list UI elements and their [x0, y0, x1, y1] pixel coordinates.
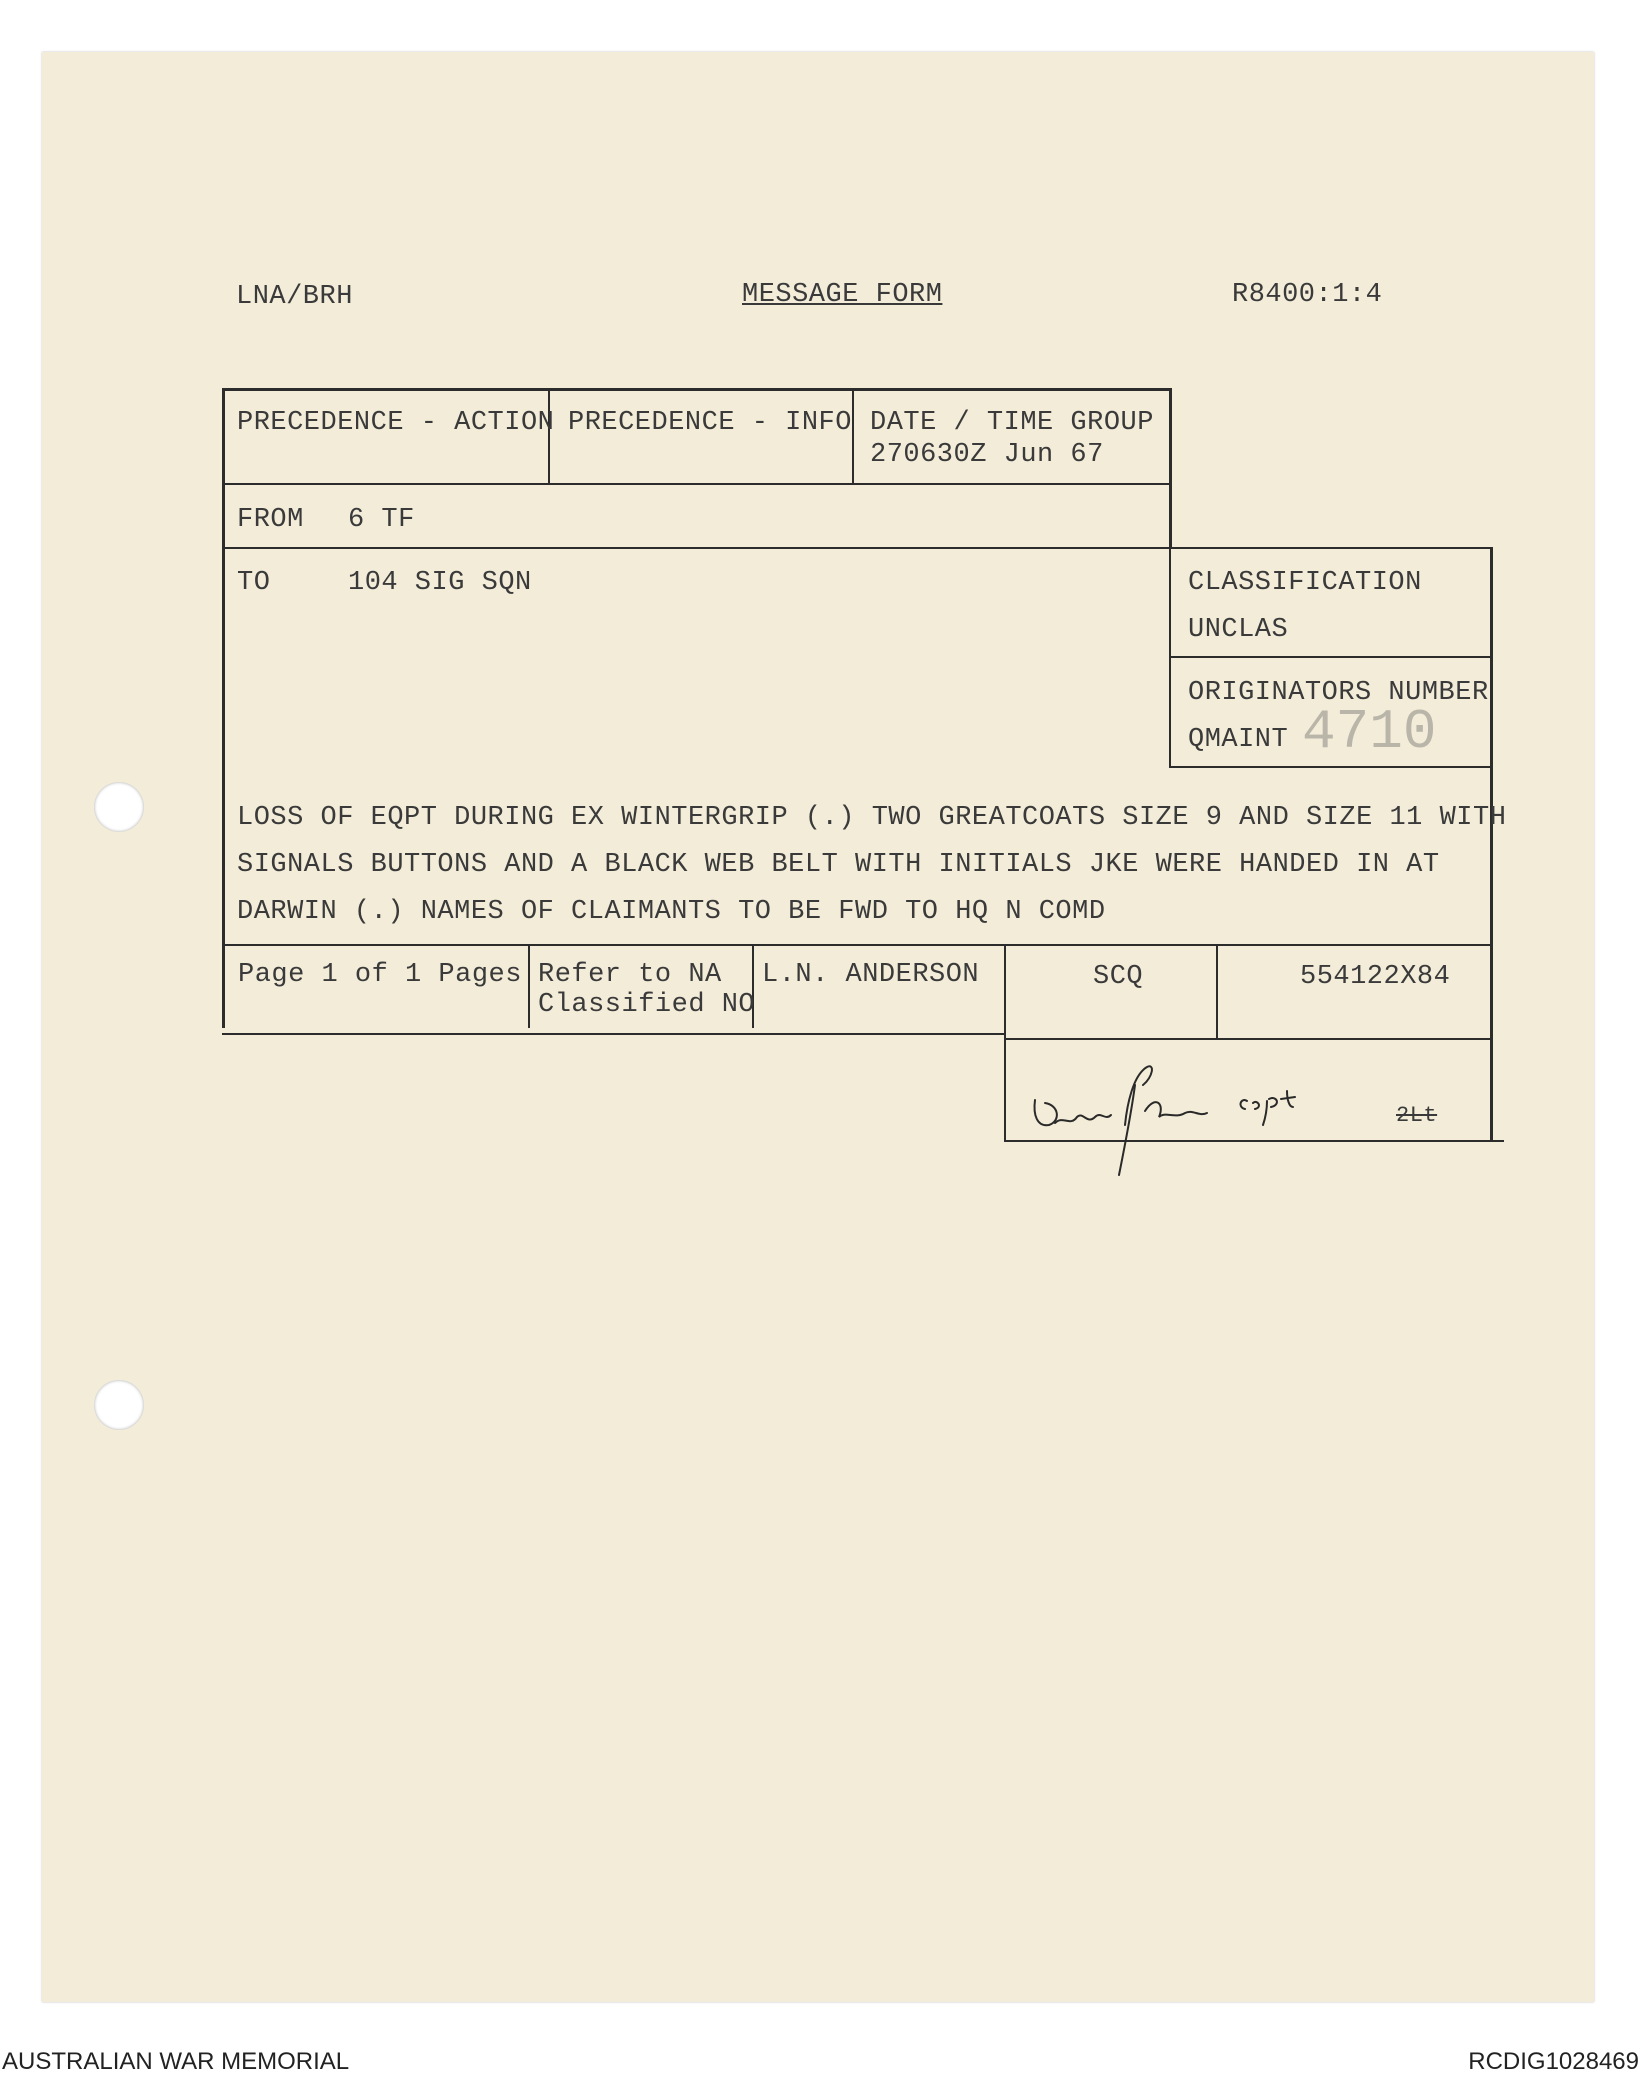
originator-name: L.N. ANDERSON [762, 960, 980, 990]
page-count: Page 1 of 1 Pages [238, 960, 522, 990]
dtg-value: 270630Z Jun 67 [870, 440, 1104, 470]
archive-caption: AUSTRALIAN WAR MEMORIAL [2, 2048, 350, 2075]
dtg-label: DATE / TIME GROUP [870, 408, 1154, 438]
service-number: 554122X84 [1300, 962, 1451, 992]
originators-label: ORIGINATORS NUMBER [1188, 678, 1489, 708]
from-label: FROM [237, 505, 304, 535]
originators-prefix: QMAINT [1188, 725, 1289, 755]
refer-line-2: Classified NO [538, 990, 756, 1020]
file-number: R8400:1:4 [1232, 280, 1383, 310]
handwritten-signature [1015, 1055, 1345, 1185]
archive-id: RCDIG1028469 [1468, 2048, 1639, 2075]
message-body-line-1: LOSS OF EQPT DURING EX WINTERGRIP (.) TWO GREATCOATS SIZE 9 AND SIZE 11 WITH [237, 803, 1507, 833]
precedence-action-label: PRECEDENCE - ACTION [237, 408, 555, 438]
to-label: TO [237, 568, 271, 598]
to-value: 104 SIG SQN [348, 568, 532, 598]
originators-stamp: 4710 [1302, 700, 1437, 764]
reference-code: LNA/BRH [236, 282, 353, 312]
page-title: MESSAGE FORM [742, 280, 943, 310]
classification-value: UNCLAS [1188, 615, 1289, 645]
precedence-info-label: PRECEDENCE - INFO [568, 408, 852, 438]
refer-line-1: Refer to NA [538, 960, 722, 990]
from-value: 6 TF [348, 505, 415, 535]
classification-label: CLASSIFICATION [1188, 568, 1422, 598]
rank-struck: 2Lt [1396, 1103, 1438, 1128]
message-body-line-3: DARWIN (.) NAMES OF CLAIMANTS TO BE FWD TO HQ N COMD [237, 897, 1106, 927]
unit-code: SCQ [1093, 962, 1144, 992]
punch-hole-top [94, 782, 144, 832]
document-page [42, 52, 1594, 2002]
punch-hole-bottom [94, 1380, 144, 1430]
message-body-line-2: SIGNALS BUTTONS AND A BLACK WEB BELT WITH INITIALS JKE WERE HANDED IN AT [237, 850, 1440, 880]
